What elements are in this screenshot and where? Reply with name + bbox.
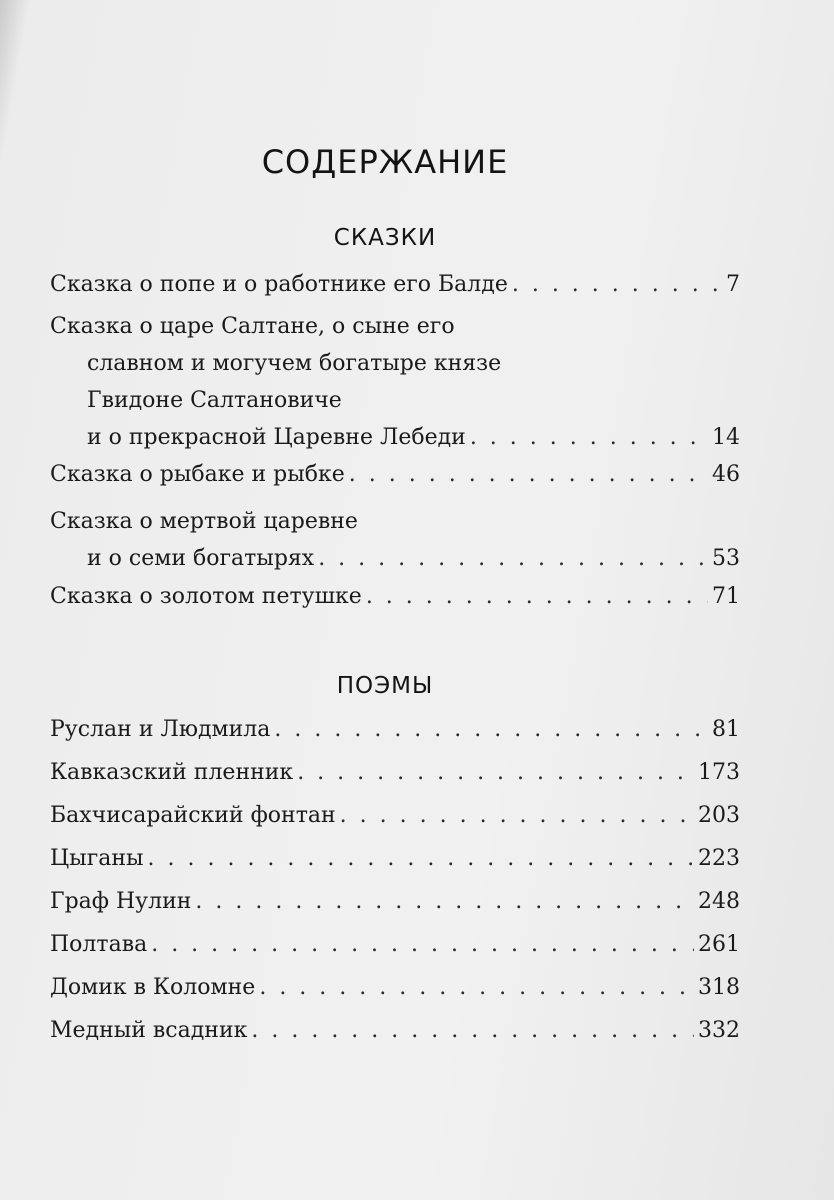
toc-entry-title: Сказка о царе Салтане, о сыне его <box>50 314 455 339</box>
toc-entry-title: и о прекрасной Царевне Лебеди <box>87 425 466 450</box>
dot-leader <box>512 266 722 303</box>
toc-entry <box>50 266 740 303</box>
toc-entry-title: Сказка о попе и о работнике его Балде <box>50 272 508 297</box>
toc-entry <box>50 926 740 963</box>
toc-entry-title: Руслан и Людмила <box>50 717 271 742</box>
toc-entry-page: 173 <box>698 760 740 785</box>
toc-entry-page: 71 <box>712 584 740 609</box>
toc-entry <box>50 883 740 920</box>
toc-entry <box>50 1012 740 1049</box>
toc-entry-title: Домик в Коломне <box>50 975 256 1000</box>
dot-leader <box>259 969 694 1006</box>
dot-leader <box>274 711 708 748</box>
toc-entry-title: Цыганы <box>50 846 144 871</box>
toc-entry-page: 318 <box>698 975 740 1000</box>
dot-leader <box>318 540 708 577</box>
toc-entry-page: 81 <box>712 717 740 742</box>
dot-leader <box>297 754 694 791</box>
toc-entry <box>50 308 740 456</box>
toc-entry-page: 14 <box>712 425 740 450</box>
toc-entry-page: 53 <box>712 546 740 571</box>
toc-entry-title: Гвидоне Салтановиче <box>87 388 342 413</box>
toc-entry <box>50 969 740 1006</box>
section-heading-poems: ПОЭМЫ <box>336 673 434 699</box>
toc-entry-page: 248 <box>698 889 740 914</box>
dot-leader <box>151 926 694 963</box>
toc-entry-title: Кавказский пленник <box>50 760 294 785</box>
toc-entry <box>50 456 740 493</box>
dot-leader <box>470 419 708 456</box>
toc-entry-title: Медный всадник <box>50 1018 248 1043</box>
dot-leader <box>148 840 694 877</box>
toc-entry-page: 332 <box>698 1018 740 1043</box>
toc-entry <box>50 840 740 877</box>
dot-leader <box>340 797 694 834</box>
toc-entry-page: 261 <box>698 932 740 957</box>
toc-entry-page: 203 <box>698 803 740 828</box>
toc-entry-title: Полтава <box>50 932 148 957</box>
toc-entry-page: 46 <box>712 462 740 487</box>
toc-entry <box>50 711 740 748</box>
toc-entry <box>50 578 740 615</box>
toc-entry <box>50 797 740 834</box>
toc-entry-title: Граф Нулин <box>50 889 192 914</box>
toc-entry-title: славном и могучем богатыре князе <box>87 351 502 376</box>
toc-entry-title: Сказка о золотом петушке <box>50 584 362 609</box>
toc-entry-title: и о семи богатырях <box>87 546 315 571</box>
toc-entry-title: Сказка о мертвой царевне <box>50 509 358 534</box>
toc-entry-page: 223 <box>698 846 740 871</box>
dot-leader <box>349 456 708 493</box>
section-heading-fairy-tales: СКАЗКИ <box>333 225 437 251</box>
table-of-contents <box>50 0 740 1200</box>
toc-entry-title: Сказка о рыбаке и рыбке <box>50 462 345 487</box>
dot-leader <box>251 1012 694 1049</box>
page-title: СОДЕРЖАНИЕ <box>261 143 509 181</box>
toc-entry <box>50 503 740 577</box>
toc-entry-title: Бахчисарайский фонтан <box>50 803 336 828</box>
toc-entry <box>50 754 740 791</box>
dot-leader <box>366 578 708 615</box>
dot-leader <box>195 883 694 920</box>
toc-entry-page: 7 <box>726 272 740 297</box>
